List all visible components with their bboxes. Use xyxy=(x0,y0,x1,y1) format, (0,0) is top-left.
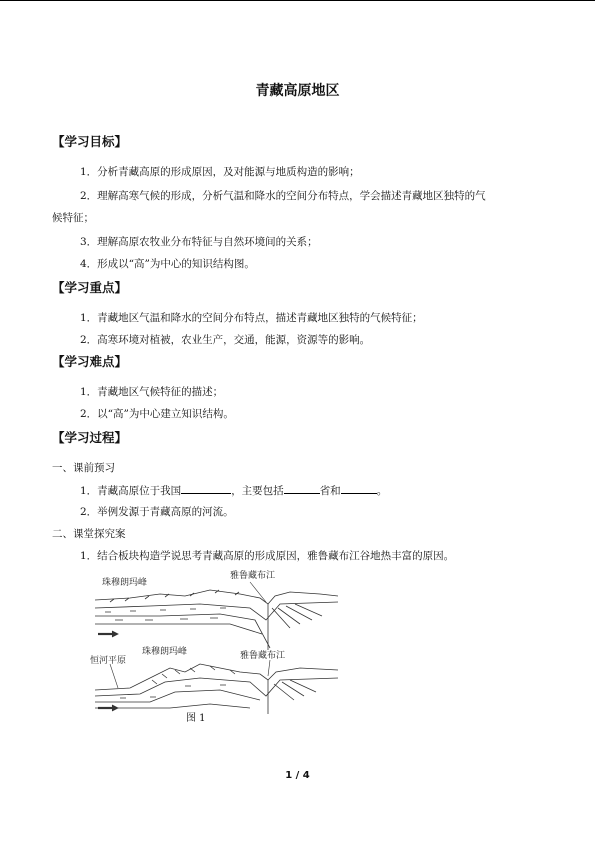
preview-question-2: 2．举例发源于青藏高原的河流。 xyxy=(80,506,234,518)
goal-item-2-cont: 候特征； xyxy=(52,212,94,224)
figure-caption: 图 1 xyxy=(186,713,206,724)
lower-cross-section xyxy=(95,664,338,714)
section-heading-difficult: 【学习难点】 xyxy=(52,354,128,369)
difficult-item-1: 1．青藏地区气候特征的描述； xyxy=(80,386,224,398)
q1-text-d: 。 xyxy=(376,485,388,497)
leader-line-plain xyxy=(110,664,118,688)
process-part1-heading: 一、课前预习 xyxy=(52,462,115,474)
inquiry-question-1: 1．结合板块构造学说思考青藏高原的形成原因，雅鲁藏布江谷地热丰富的原因。 xyxy=(80,550,455,562)
section-heading-process: 【学习过程】 xyxy=(52,430,128,445)
label-top-left: 珠穆朗玛峰 xyxy=(102,578,148,588)
page-title: 青藏高原地区 xyxy=(255,83,340,99)
answer-blank-location[interactable] xyxy=(181,482,231,494)
answer-blank-province-1[interactable] xyxy=(284,482,320,494)
section-heading-goals: 【学习目标】 xyxy=(52,134,128,149)
label-bottom-right: 雅鲁藏布江 xyxy=(240,651,286,661)
goal-item-1: 1．分析青藏高原的形成原因，及对能源与地质构造的影响； xyxy=(80,166,360,178)
tectonic-cross-section-figure xyxy=(90,568,340,718)
key-item-2: 2．高寒环境对植被，农业生产，交通，能源，资源等的影响。 xyxy=(80,334,371,346)
key-item-1: 1．青藏地区气温和降水的空间分布特点，描述青藏地区独特的气候特征； xyxy=(80,312,423,324)
goal-item-3: 3．理解高原农牧业分布特征与自然环境间的关系； xyxy=(80,236,318,248)
q1-text-c: 省和 xyxy=(319,485,341,497)
difficult-item-2: 2．以“高”为中心建立知识结构。 xyxy=(80,408,234,420)
leader-line-lower-river xyxy=(268,660,270,676)
label-bottom-mid: 珠穆朗玛峰 xyxy=(142,647,188,657)
preview-question-1 xyxy=(80,482,387,498)
section-heading-key: 【学习重点】 xyxy=(52,280,128,295)
goal-item-2: 2．理解高寒气候的形成，分析气温和降水的空间分布特点，学会描述青藏地区独特的气 xyxy=(80,190,486,202)
q1-text-a: 1．青藏高原位于我国 xyxy=(80,485,182,497)
leader-line-upper xyxy=(250,582,266,602)
process-part2-heading: 二、课堂探究案 xyxy=(52,528,126,540)
label-top-right: 雅鲁藏布江 xyxy=(230,571,276,581)
answer-blank-province-2[interactable] xyxy=(341,482,377,494)
goal-item-4: 4．形成以“高”为中心的知识结构图。 xyxy=(80,258,255,270)
q1-text-b: ，主要包括 xyxy=(231,485,284,497)
page-number: 1 / 4 xyxy=(285,770,310,781)
label-bottom-left: 恒河平原 xyxy=(90,656,127,666)
upper-cross-section xyxy=(95,590,338,650)
top-border-line xyxy=(0,0,595,1)
